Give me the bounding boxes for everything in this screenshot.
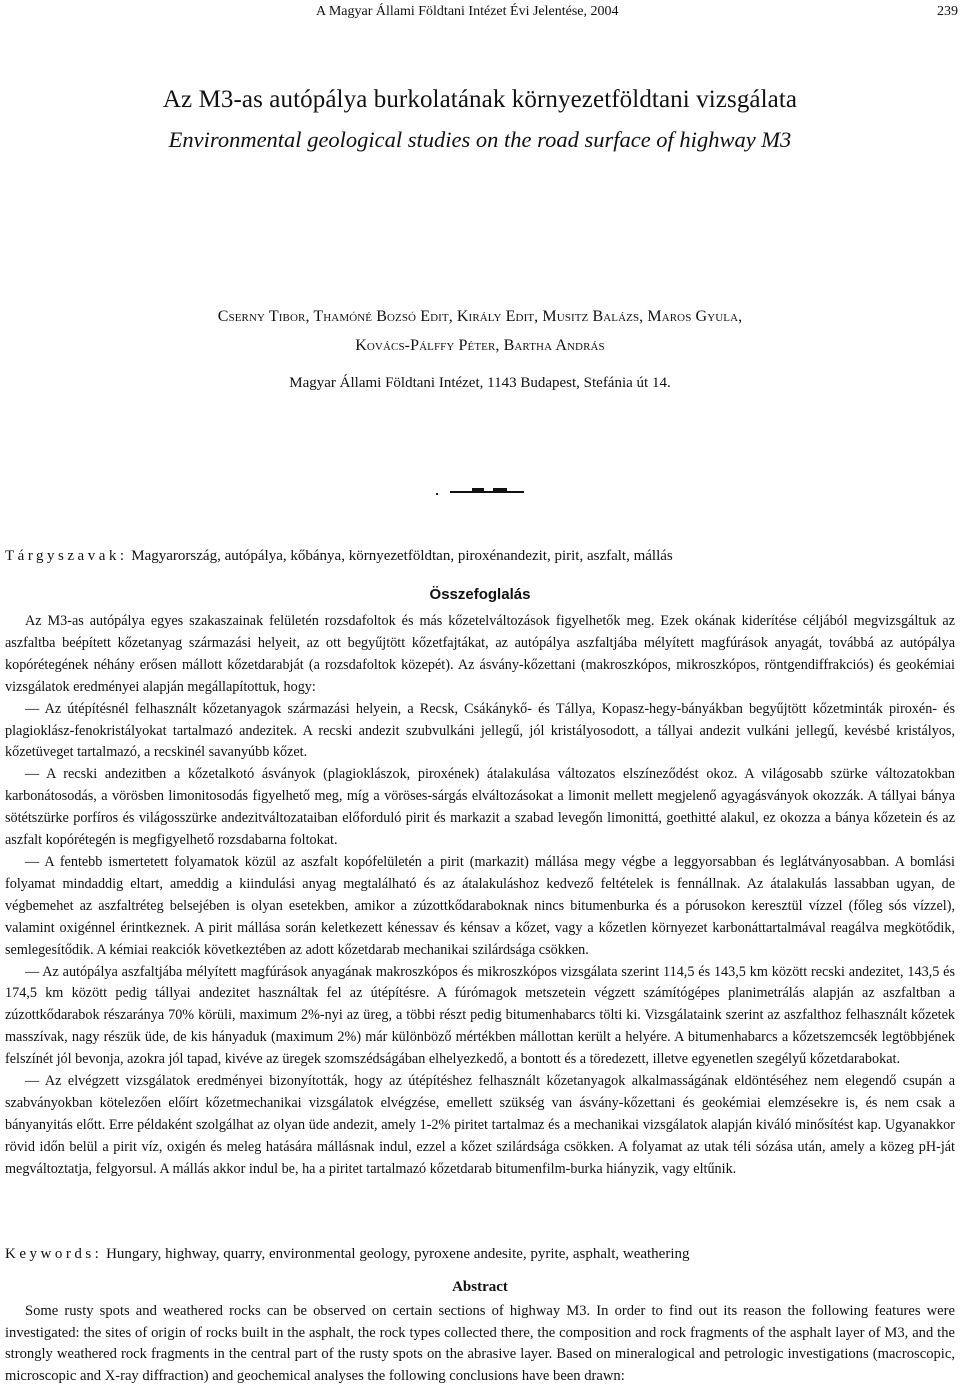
- page-number: 239: [937, 4, 958, 19]
- affiliation: Magyar Állami Földtani Intézet, 1143 Budapest, Stefánia út 14.: [289, 375, 671, 391]
- scan-artifact-mark: [436, 484, 526, 498]
- summary-heading: Összefoglalás: [429, 586, 531, 603]
- keywords-text: Magyarország, autópálya, kőbánya, környezetföldtan, piroxénandezit, pirit, aszfalt, mállás: [131, 548, 673, 564]
- keywords-hungarian: [5, 546, 955, 566]
- summary-paragraph: Az M3-as autópálya egyes szakaszainak felületén rozsdafoltok és más kőzetelváltozások figyelhetők meg. Ezek okának kiderítése céljából megvizsgáltuk az aszfaltba beépített kőzetanyag származási helyeit, az ott begyűjtött kőzetfajtákat, az autópálya aszfaltjába mélyített magfúrások anyagát, továbbá az autópálya kopórétegének néhány erősen mállott kőzetdarabját (a rozsdafoltok közepét). Az ásvány-kőzettani (makroszkópos, mikroszkópos, röntgendiffrakciós) és geokémiai vizsgálatok eredményei alapján megállapítottuk, hogy:: [5, 613, 955, 695]
- abstract-body: [5, 1301, 955, 1387]
- summary-paragraph: — Az elvégzett vizsgálatok eredményei bizonyították, hogy az útépítéshez felhasznált kőzetanyagok alkalmasságának eldöntéséhez nem elegendő csupán a szabványokban kötelezően előírt kőzetmechanikai vizsgálatok elvégzése, emellett szükség van ásvány-kőzettani és geokémiai elemzésekre is, és nem csak a bányanyitás előtt. Erre példaként szolgálhat az olyan üde andezit, amely 1-2% piritet tartalmaz és a mechanikai vizsgálatok alapján kiváló minősítést kap. Ugyanakkor rövid időn belül a pirit víz, oxigén és meleg hatására mállásnak indul, ezzel a kőzet szilárdsága csökken. A folyamat az utak téli sózása után, amely a közeg pH-ját megváltoztatja, felgyorsul. A mállás akkor indul be, ha a piritet tartalmazó kőzetdarab bitumenfilm-burka hiányzik, vagy eltűnik.: [5, 1073, 955, 1177]
- journal-title: A Magyar Állami Földtani Intézet Évi Jelentése, 2004: [316, 4, 619, 19]
- summary-paragraph: — A recski andezitben a kőzetalkotó ásványok (plagioklászok, piroxének) átalakulása változatos elszíneződést okoz. A világosabb szürke változatokban karbonátosodás, a vörösben limonitosodás figyelhető meg, míg a vöröses-sárgás elváltozásokat a limonit mellett megjelenő agyagásványok okozzák. A tállyai bánya sötétszürke porfíros és világosszürke andezitváltozataiban előforduló pirit és markazit a szabad levegőn limonittá, goethitté alakul, ez okozza a bánya kőzetein és az aszfalt kopórétegén is megfigyelhető rozsdabarna foltokat.: [5, 766, 955, 849]
- summary-paragraph: — Az autópálya aszfaltjába mélyített magfúrások anyagának makroszkópos és mikroszkópos vizsgálata szerint 114,5 és 143,5 km között recski andezitet, 143,5 és 174,5 km között pedig tállyai andezitet használtak fel az útépítésre. A fúrómagok metszetein végzett számítógépes planimetrálás alapján az aszfaltban a zúzottkődarabok részaránya 70% körüli, maximum 2%-nyi az üreg, a többi részt pedig bitumenhabarcs tölti ki. Vizsgálataink szerint az aszfalthoz felhasznált kőzetek masszívak, nagy részük üde, de kis hányaduk (maximum 2%) már különböző mértékben mállottan került a helyére. A bitumenhabarcs a kőzetszemcsék legtöbbjének felszínét jól bevonja, azokra jól tapad, kivéve az üregek szomszédságában elhelyezkedő, a bontott és a töredezett, illetve egyenetlen szegélyű kőzetdarabokat.: [5, 963, 955, 1068]
- author-line-2: Kovács-Pálffy Péter, Bartha András: [355, 337, 605, 354]
- keywords-label: Keywords:: [5, 1246, 103, 1262]
- summary-body: [5, 611, 955, 1181]
- article-subtitle: Environmental geological studies on the road surface of highway M3: [168, 127, 792, 152]
- keywords-english: [5, 1244, 955, 1264]
- abstract-paragraph: Some rusty spots and weathered rocks can be observed on certain sections of highway M3. In order to find out its reason the following features were investigated: the sites of origin of rocks built in the asphalt, the rock types collected there, the composition and rock fragments of the asphalt layer of M3, and the strongly weathered rock fragments in the central part of the rusty spots on the abrasive layer. Based on mineralogical and petrologic investigations (macroscopic, microscopic and X-ray diffraction) and geochemical analyses the following conclusions have been drawn:: [5, 1303, 955, 1384]
- keywords-text: Hungary, highway, quarry, environmental geology, pyroxene andesite, pyrite, asphalt, weathering: [106, 1246, 690, 1262]
- summary-paragraph: — A fentebb ismertetett folyamatok közül az aszfalt kopófelületén a pirit (markazit) mállása megy végbe a leggyorsabban és leglátványosabban. A bomlási folyamat mindaddig eltart, ameddig a kiindulási anyag megtalálható és az átalakuláshoz kedvező feltételek is fennállnak. Az átalakulás lassabban ugyan, de végbemehet az aszfaltréteg belsejében is olyan esetekben, amikor a zúzottkődaraboknak nincs bitumenburka és a pórusokon keresztül vízzel (főleg sós vízzel), valamint oxigénnel érintkeznek. A pirit mállása során keletkezett kénessav és kénsav a kőzet, vagy a kőzetlen környezet karbonáttartalmával reagálva megkötődik, semlegesítődik. A kémiai reakciók következtében az adott kőzetdarab mechanikai szilárdsága csökken.: [5, 853, 955, 958]
- article-title: Az M3-as autópálya burkolatának környezetföldtani vizsgálata: [162, 86, 798, 113]
- keywords-label: Tárgyszavak:: [5, 548, 128, 564]
- summary-paragraph: — Az útépítésnél felhasznált kőzetanyagok származási helyein, a Recsk, Csákánykő- és Tállya, Kopasz-hegy-bányákban begyűjtött kőzetminták piroxén- és plagioklász-fenokristályokat tartalmazó andezitek. A recski andezit szubvulkáni jellegű, jól kristályosodott, a tállyai andezit vulkáni jellegű, kevésbé kristályos, kőzetüveget tartalmazó, a recskinél savanyúbb kőzet.: [5, 700, 955, 761]
- author-line-1: Cserny Tibor, Thamóné Bozsó Edit, Király Edit, Musitz Balázs, Maros Gyula,: [217, 308, 743, 325]
- abstract-heading: Abstract: [452, 1279, 508, 1295]
- author-list: [0, 302, 960, 360]
